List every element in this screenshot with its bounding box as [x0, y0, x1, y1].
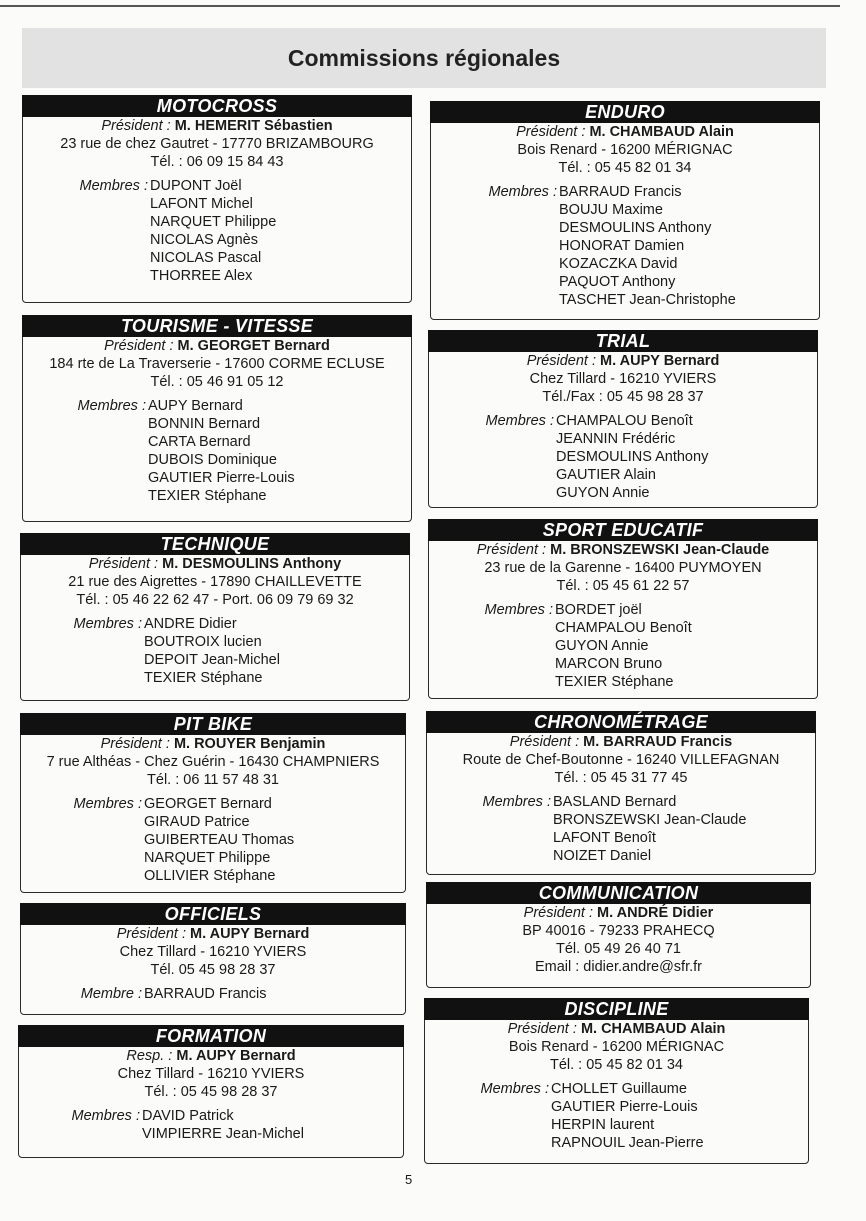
contact-line: BP 40016 - 79233 PRAHECQ [522, 923, 715, 939]
member-name: NARQUET Philippe [144, 850, 271, 866]
member-name: GUIBERTEAU Thomas [144, 832, 295, 848]
member-name: LAFONT Benoît [553, 830, 656, 846]
members-list [142, 795, 294, 885]
member-name: BORDET joël [555, 602, 642, 618]
members-list [557, 183, 736, 309]
contact-line: Tél. : 05 46 22 62 47 - Port. 06 09 79 69 32 [76, 592, 354, 608]
contact-line: 21 rue des Aigrettes - 17890 CHAILLEVETTE [68, 574, 362, 590]
president-label: Président : [507, 1021, 577, 1037]
president-line [431, 123, 819, 141]
members-block [21, 985, 405, 1003]
president-label: Président : [88, 556, 159, 572]
commission-technique [20, 533, 410, 701]
member-name: CARTA Bernard [148, 434, 251, 450]
president-name: M. ROUYER Benjamin [173, 736, 326, 752]
commission-title: PIT BIKE [20, 713, 406, 735]
president-name: M. BARRAUD Francis [583, 734, 733, 750]
members-label: Membres : [482, 794, 551, 810]
member-name: JEANNIN Frédéric [556, 431, 676, 447]
members-label: Membres : [79, 178, 148, 194]
members-label: Membres : [480, 1081, 549, 1097]
commission-communication [426, 882, 811, 988]
member-name: NICOLAS Agnès [150, 232, 258, 248]
member-name: MARCON Bruno [555, 656, 663, 672]
members-list [146, 397, 295, 505]
member-name: BONNIN Bernard [148, 416, 261, 432]
contact-line: Route de Chef-Boutonne - 16240 VILLEFAGNAN [462, 752, 780, 768]
member-name: DESMOULINS Anthony [559, 220, 712, 236]
member-name: CHAMPALOU Benoît [556, 413, 693, 429]
member-name: GEORGET Bernard [144, 796, 272, 812]
member-name: HONORAT Damien [559, 238, 685, 254]
president-line [427, 904, 810, 922]
contact-line: Bois Renard - 16200 MÉRIGNAC [508, 1039, 725, 1055]
president-name: M. CHAMBAUD Alain [580, 1021, 726, 1037]
title-band [22, 28, 826, 88]
commission-discipline [424, 998, 809, 1164]
president-label: Resp. : [126, 1048, 173, 1064]
president-label: Président : [104, 338, 174, 354]
contact-line: Tél. : 05 45 82 01 34 [549, 1057, 683, 1073]
commission-title: ENDURO [430, 101, 820, 123]
member-name: NARQUET Philippe [150, 214, 277, 230]
commission-motocross [22, 95, 412, 303]
member-name: BARRAUD Francis [559, 184, 682, 200]
president-line [425, 1020, 808, 1038]
president-label: Président : [101, 118, 171, 134]
contact-line: Chez Tillard - 16210 YVIERS [119, 944, 307, 960]
members-label: Membres : [73, 616, 142, 632]
commission-tourisme-vitesse [22, 315, 412, 522]
president-name: M. AUPY Bernard [190, 926, 310, 942]
member-name: GAUTIER Pierre-Louis [148, 470, 295, 486]
president-name: M. AUPY Bernard [176, 1048, 296, 1064]
member-name: BOUJU Maxime [559, 202, 663, 218]
member-name: HERPIN laurent [551, 1117, 655, 1133]
commission-title: OFFICIELS [20, 903, 406, 925]
president-line [21, 925, 405, 943]
member-name: GIRAUD Patrice [144, 814, 250, 830]
contact-line: Tél. : 05 45 61 22 57 [556, 578, 690, 594]
members-list [551, 793, 746, 865]
commission-title: TECHNIQUE [20, 533, 410, 555]
members-block [429, 412, 817, 502]
president-label: Président : [526, 353, 597, 369]
president-name: M. DESMOULINS Anthony [162, 556, 342, 572]
member-name: BARRAUD Francis [144, 986, 267, 1002]
commission-title: MOTOCROSS [22, 95, 412, 117]
president-name: M. HEMERIT Sébastien [174, 118, 333, 134]
member-name: GUYON Annie [555, 638, 649, 654]
president-label: Président : [516, 124, 586, 140]
member-name: LAFONT Michel [150, 196, 253, 212]
contact-line: Tél. 05 45 98 28 37 [150, 962, 276, 978]
president-line [427, 733, 815, 751]
contact-line: 23 rue de la Garenne - 16400 PUYMOYEN [484, 560, 762, 576]
contact-line: Tél./Fax : 05 45 98 28 37 [542, 389, 704, 405]
members-block [425, 1080, 808, 1152]
member-name: TEXIER Stéphane [555, 674, 674, 690]
president-line [23, 337, 411, 355]
member-name: GUYON Annie [556, 485, 650, 501]
commission-enduro [430, 101, 820, 320]
members-list [553, 601, 692, 691]
members-label: Membres : [71, 1108, 140, 1124]
members-list [554, 412, 708, 502]
contact-line: Email : didier.andre@sfr.fr [534, 959, 703, 975]
president-name: M. BRONSZEWSKI Jean-Claude [550, 542, 770, 558]
contact-line: Tél. : 05 45 31 77 45 [554, 770, 688, 786]
president-label: Président : [509, 734, 580, 750]
president-name: M. ANDRÉ Didier [597, 905, 714, 921]
commission-title: COMMUNICATION [426, 882, 811, 904]
member-name: AUPY Bernard [148, 398, 243, 414]
contact-line: 23 rue de chez Gautret - 17770 BRIZAMBOURG [60, 136, 374, 152]
contact-line: Tél. : 06 09 15 84 43 [150, 154, 284, 170]
members-list [142, 615, 280, 687]
commission-pit-bike [20, 713, 406, 893]
president-line [21, 555, 409, 573]
contact-line: 7 rue Althéas - Chez Guérin - 16430 CHAMPNIERS [46, 754, 380, 770]
president-line [429, 352, 817, 370]
member-name: BRONSZEWSKI Jean-Claude [553, 812, 747, 828]
commission-formation [18, 1025, 404, 1158]
member-name: GAUTIER Pierre-Louis [551, 1099, 698, 1115]
top-rule [0, 5, 840, 7]
member-name: DEPOIT Jean-Michel [144, 652, 280, 668]
members-list [142, 985, 266, 1003]
president-line [21, 735, 405, 753]
member-name: TEXIER Stéphane [148, 488, 267, 504]
member-name: DAVID Patrick [142, 1108, 234, 1124]
president-line [23, 117, 411, 135]
commission-title: TRIAL [428, 330, 818, 352]
member-name: VIMPIERRE Jean-Michel [142, 1126, 304, 1142]
contact-line: Chez Tillard - 16210 YVIERS [529, 371, 717, 387]
members-label: Membres : [485, 413, 554, 429]
member-name: PAQUOT Anthony [559, 274, 676, 290]
member-name: DUBOIS Dominique [148, 452, 277, 468]
commission-title: TOURISME - VITESSE [22, 315, 412, 337]
contact-line: Chez Tillard - 16210 YVIERS [117, 1066, 305, 1082]
members-block [23, 177, 411, 285]
member-name: RAPNOUIL Jean-Pierre [551, 1135, 704, 1151]
contact-line: Tél. : 05 45 98 28 37 [144, 1084, 278, 1100]
commission-title: SPORT EDUCATIF [428, 519, 818, 541]
members-list [140, 1107, 304, 1143]
commission-title: DISCIPLINE [424, 998, 809, 1020]
members-block [427, 793, 815, 865]
commission-sport-educatif [428, 519, 818, 699]
president-name: M. GEORGET Bernard [177, 338, 330, 354]
president-label: Président : [523, 905, 593, 921]
member-name: BASLAND Bernard [553, 794, 677, 810]
member-name: ANDRE Didier [144, 616, 237, 632]
member-name: GAUTIER Alain [556, 467, 656, 483]
members-label: Membres : [488, 184, 557, 200]
members-list [549, 1080, 704, 1152]
contact-line: Bois Renard - 16200 MÉRIGNAC [517, 142, 733, 158]
member-name: TASCHET Jean-Christophe [559, 292, 736, 308]
members-block [21, 795, 405, 885]
contact-line: 184 rte de La Traverserie - 17600 CORME ECLUSE [49, 356, 385, 372]
member-name: NICOLAS Pascal [150, 250, 262, 266]
page-number: 5 [405, 1172, 413, 1187]
member-name: TEXIER Stéphane [144, 670, 263, 686]
commission-chronometrage [426, 711, 816, 875]
member-name: CHAMPALOU Benoît [555, 620, 692, 636]
members-label: Membre : [80, 986, 142, 1002]
members-block [19, 1107, 403, 1143]
members-label: Membres : [77, 398, 146, 414]
members-block [21, 615, 409, 687]
contact-line: Tél. : 05 46 91 05 12 [150, 374, 284, 390]
member-name: NOIZET Daniel [553, 848, 652, 864]
president-line [429, 541, 817, 559]
contact-line: Tél. : 05 45 82 01 34 [558, 160, 692, 176]
members-label: Membres : [484, 602, 553, 618]
member-name: DUPONT Joël [150, 178, 242, 194]
commission-title: FORMATION [18, 1025, 404, 1047]
members-block [431, 183, 819, 309]
president-label: Président : [116, 926, 187, 942]
member-name: THORREE Alex [150, 268, 253, 284]
president-name: M. CHAMBAUD Alain [589, 124, 734, 140]
contact-line: Tél. 05 49 26 40 71 [556, 941, 681, 957]
commission-trial [428, 330, 818, 508]
commission-officiels [20, 903, 406, 1015]
member-name: CHOLLET Guillaume [551, 1081, 687, 1097]
members-label: Membres : [73, 796, 142, 812]
president-label: Président : [100, 736, 170, 752]
member-name: OLLIVIER Stéphane [144, 868, 276, 884]
contact-line: Tél. : 06 11 57 48 31 [147, 772, 279, 788]
member-name: KOZACZKA David [559, 256, 678, 272]
member-name: BOUTROIX lucien [144, 634, 262, 650]
members-list [148, 177, 276, 285]
members-block [23, 397, 411, 505]
president-name: M. AUPY Bernard [600, 353, 720, 369]
page-title: Commissions régionales [287, 45, 561, 71]
members-block [429, 601, 817, 691]
commission-title: CHRONOMÉTRAGE [426, 711, 816, 733]
president-label: Président : [476, 542, 547, 558]
president-line [19, 1047, 403, 1065]
member-name: DESMOULINS Anthony [556, 449, 709, 465]
